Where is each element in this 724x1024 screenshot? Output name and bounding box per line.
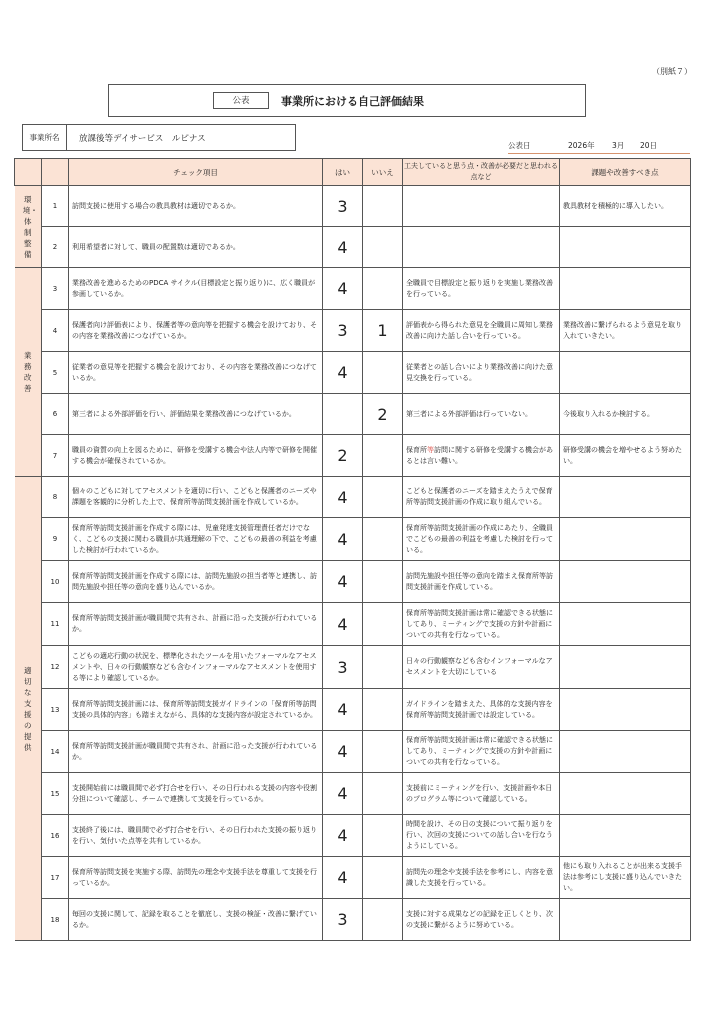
row-number: 6	[42, 394, 69, 435]
no-count	[363, 773, 403, 815]
yes-count: 4	[323, 518, 363, 561]
table-row	[15, 518, 691, 561]
check-item: 従業者の意見等を把握する機会を設けており、その内容を業務改善につなげているか。	[69, 352, 323, 394]
task-note: 業務改善に繋げられるよう意見を取り入れていきたい。	[560, 310, 691, 352]
yes-count: 4	[323, 227, 363, 268]
yes-count: 4	[323, 689, 363, 731]
task-note	[560, 815, 691, 857]
task-note	[560, 268, 691, 310]
check-item: 支援開始前には職員間で必ず打合せを行い、その日行われる支援の内容や役割分担について確認し、チームで連携して支援を行っているか。	[69, 773, 323, 815]
check-item: 支援終了後には、職員間で必ず打合せを行い、その日行われた支援の振り返りを行い、気付いた点等を共有しているか。	[69, 815, 323, 857]
check-item: 個々のこどもに対してアセスメントを適切に行い、こどもと保護者のニーズや課題を客観的に分析した上で、保育所等訪問支援計画を作成しているか。	[69, 477, 323, 518]
effort-note	[403, 186, 560, 227]
header-category	[15, 159, 42, 186]
table-row	[15, 815, 691, 857]
task-note	[560, 518, 691, 561]
row-number: 9	[42, 518, 69, 561]
office-box	[22, 124, 296, 151]
effort-note: 訪問先の理念や支援手法を参考にし、内容を意識した支援を行っている。	[403, 857, 560, 899]
task-note	[560, 646, 691, 689]
no-count	[363, 815, 403, 857]
effort-note	[403, 227, 560, 268]
category-env: 環境・体制整備	[15, 186, 42, 268]
check-item: 保育所等訪問支援計画を作成する際には、児童発達支援管理責任者だけでなく、こどもの支援に関わる職員が共通理解の下で、こどもの最善の利益を考慮した検討が行われているか。	[69, 518, 323, 561]
effort-note: ガイドラインを踏まえた、具体的な支援内容を保育所等訪問支援計画では設定している。	[403, 689, 560, 731]
yes-count: 3	[323, 646, 363, 689]
no-count	[363, 731, 403, 773]
table-row	[15, 435, 691, 477]
effort-note: 従業者との話し合いにより業務改善に向けた意見交換を行っている。	[403, 352, 560, 394]
effort-note: 支援前にミーティングを行い、支援計画や本日のプログラム等について確認している。	[403, 773, 560, 815]
no-count	[363, 477, 403, 518]
check-item: 保育所等訪問支援計画が職員間で共有され、計画に沿った支援が行われているか。	[69, 603, 323, 646]
no-count: 1	[363, 310, 403, 352]
effort-note: 保育所等訪問支援計画の作成にあたり、全職員でこどもの最善の利益を考慮した検討を行っている。	[403, 518, 560, 561]
row-number: 17	[42, 857, 69, 899]
task-note: 教具教材を積極的に導入したい。	[560, 186, 691, 227]
row-number: 1	[42, 186, 69, 227]
effort-note: 保育所等訪問支援計画は常に確認できる状態にしてあり、ミーティングで支援の方針や計画についての共有を行なっている。	[403, 731, 560, 773]
row-number: 5	[42, 352, 69, 394]
task-note	[560, 352, 691, 394]
no-count	[363, 689, 403, 731]
table-row	[15, 227, 691, 268]
row-number: 8	[42, 477, 69, 518]
check-item: 利用希望者に対して、職員の配置数は適切であるか。	[69, 227, 323, 268]
check-item: 訪問支援に使用する場合の教具教材は適切であるか。	[69, 186, 323, 227]
check-item: 第三者による外部評価を行い、評価結果を業務改善につなげているか。	[69, 394, 323, 435]
yes-count: 4	[323, 268, 363, 310]
yes-count: 4	[323, 731, 363, 773]
effort-note: 支援に対する成果などの記録を正しくとり、次の支援に繋がるように努めている。	[403, 899, 560, 941]
title-box	[108, 84, 586, 117]
yes-count: 4	[323, 815, 363, 857]
no-count	[363, 561, 403, 603]
check-item: こどもの適応行動の状況を、標準化されたツールを用いたフォーマルなアセスメントや、日々の行動観察なども含むインフォーマルなアセスメントを使用する等により確認しているか。	[69, 646, 323, 689]
task-note	[560, 561, 691, 603]
row-number: 13	[42, 689, 69, 731]
effort-note: 日々の行動観察なども含むインフォーマルなアセスメントを大切にしている	[403, 646, 560, 689]
table-row	[15, 477, 691, 518]
no-count	[363, 227, 403, 268]
table-row	[15, 603, 691, 646]
publish-date	[508, 140, 690, 154]
row-number: 14	[42, 731, 69, 773]
effort-note: こどもと保護者のニーズを踏まえたうえで保育所等訪問支援計画の作成に取り組んでいる。	[403, 477, 560, 518]
yes-count: 3	[323, 186, 363, 227]
check-item: 保育所等訪問支援計画が職員間で共有され、計画に沿った支援が行われているか。	[69, 731, 323, 773]
yes-count: 2	[323, 435, 363, 477]
row-number: 12	[42, 646, 69, 689]
table-row	[15, 352, 691, 394]
no-count	[363, 435, 403, 477]
check-item: 保育所等訪問支援計画を作成する際には、訪問先施設の担当者等と連携し、訪問先施設や担任等の意向を盛り込んでいるか。	[69, 561, 323, 603]
row-number: 3	[42, 268, 69, 310]
table-row	[15, 394, 691, 435]
publish-year: 2026年	[568, 141, 595, 150]
no-count	[363, 646, 403, 689]
table-row	[15, 689, 691, 731]
office-label: 事業所名	[23, 125, 67, 150]
task-note	[560, 477, 691, 518]
evaluation-table	[14, 158, 691, 941]
row-number: 16	[42, 815, 69, 857]
publish-label: 公表日	[508, 141, 531, 150]
category-improve: 業務改善	[15, 268, 42, 477]
annex-label: （別紙７）	[652, 67, 692, 76]
no-count	[363, 518, 403, 561]
table-row	[15, 731, 691, 773]
effort-note: 保育所等訪問支援計画は常に確認できる状態にしてあり、ミーティングで支援の方針や計画についての共有を行なっている。	[403, 603, 560, 646]
header-yes: はい	[323, 159, 363, 186]
row-number: 7	[42, 435, 69, 477]
task-note	[560, 899, 691, 941]
no-count	[363, 603, 403, 646]
row-number: 15	[42, 773, 69, 815]
no-count	[363, 268, 403, 310]
yes-count: 4	[323, 603, 363, 646]
no-count	[363, 899, 403, 941]
effort-note: 保育所等訪問に関する研修を受講する機会があるとは言い難い。	[403, 435, 560, 477]
public-tag: 公表	[213, 92, 269, 109]
check-item: 保育所等訪問支援計画には、保育所等訪問支援ガイドラインの「保育所等訪問支援の具体的内容」も踏まえながら、具体的な支援内容が設定されているか。	[69, 689, 323, 731]
publish-day: 20日	[640, 141, 658, 150]
check-item: 毎回の支援に関して、記録を取ることを徹底し、支援の検証・改善に繋げているか。	[69, 899, 323, 941]
office-name: 放課後等デイサービス ルピナス	[79, 134, 206, 144]
task-note	[560, 773, 691, 815]
header-efforts: 工夫していると思う点・改善が必要だと思われる点など	[403, 159, 560, 186]
yes-count: 4	[323, 561, 363, 603]
task-note: 研修受講の機会を増やせるよう努めたい。	[560, 435, 691, 477]
header-check: チェック項目	[69, 159, 323, 186]
no-count	[363, 352, 403, 394]
row-number: 11	[42, 603, 69, 646]
check-item: 保育所等訪問支援を実施する際、訪問先の理念や支援手法を尊重して支援を行っているか。	[69, 857, 323, 899]
table-row	[15, 310, 691, 352]
table-row	[15, 857, 691, 899]
task-note: 他にも取り入れることが出来る支援手法は参考にし支援に盛り込んでいきたい。	[560, 857, 691, 899]
publish-month: 3月	[612, 141, 625, 150]
table-row	[15, 186, 691, 227]
effort-note: 全職員で目標設定と振り返りを実施し業務改善を行っている。	[403, 268, 560, 310]
yes-count: 3	[323, 899, 363, 941]
yes-count: 4	[323, 773, 363, 815]
check-item: 職員の資質の向上を図るために、研修を受講する機会や法人内等で研修を開催する機会が確保されているか。	[69, 435, 323, 477]
task-note: 今後取り入れるか検討する。	[560, 394, 691, 435]
check-item: 保護者向け評価表により、保護者等の意向等を把握する機会を設けており、その内容を業務改善につなげているか。	[69, 310, 323, 352]
table-row	[15, 646, 691, 689]
effort-note: 訪問先施設や担任等の意向を踏まえ保育所等訪問支援計画を作成している。	[403, 561, 560, 603]
effort-note: 第三者による外部評価は行っていない。	[403, 394, 560, 435]
no-count: 2	[363, 394, 403, 435]
task-note	[560, 731, 691, 773]
effort-note: 時間を設け、その日の支援について振り返りを行い、次回の支援についての話し合いを行なうようにしている。	[403, 815, 560, 857]
table-header-row	[15, 159, 691, 186]
no-count	[363, 186, 403, 227]
yes-count: 4	[323, 857, 363, 899]
yes-count: 4	[323, 352, 363, 394]
table-row	[15, 268, 691, 310]
page-title: 事業所における自己評価結果	[281, 95, 424, 108]
category-support: 適切な支援の提供	[15, 477, 42, 941]
yes-count	[323, 394, 363, 435]
task-note	[560, 603, 691, 646]
yes-count: 3	[323, 310, 363, 352]
row-number: 10	[42, 561, 69, 603]
header-no: いいえ	[363, 159, 403, 186]
table-row	[15, 561, 691, 603]
row-number: 18	[42, 899, 69, 941]
header-tasks: 課題や改善すべき点	[560, 159, 691, 186]
row-number: 4	[42, 310, 69, 352]
header-number	[42, 159, 69, 186]
yes-count: 4	[323, 477, 363, 518]
row-number: 2	[42, 227, 69, 268]
task-note	[560, 689, 691, 731]
table-row	[15, 773, 691, 815]
table-row	[15, 899, 691, 941]
task-note	[560, 227, 691, 268]
no-count	[363, 857, 403, 899]
check-item: 業務改善を進めるためのPDCA サイクル(目標設定と振り返り)に、広く職員が参画しているか。	[69, 268, 323, 310]
effort-note: 評価表から得られた意見を全職員に周知し業務改善に向けた話し合いを行っている。	[403, 310, 560, 352]
